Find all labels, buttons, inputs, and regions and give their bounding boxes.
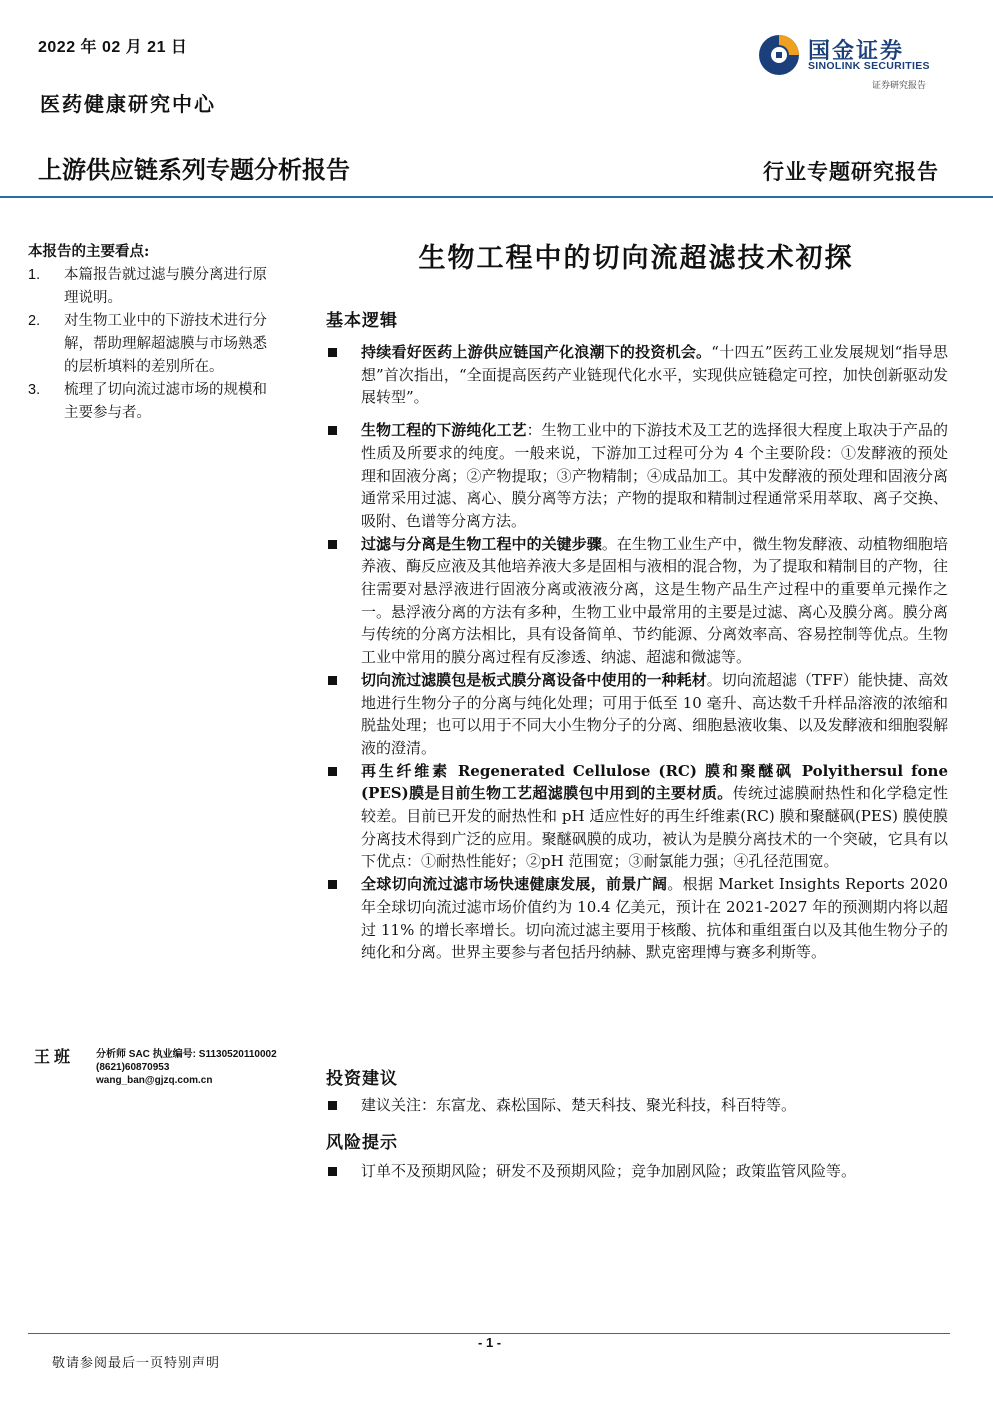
- logo-name-en: SINOLINK SECURITIES: [808, 60, 930, 72]
- bullet-square-icon: [328, 880, 337, 889]
- key-point-text: 对生物工业中的下游技术进行分解，帮助理解超滤膜与市场熟悉的层析填料的差别所在。: [64, 313, 267, 375]
- analyst-name: 王班: [34, 1047, 75, 1066]
- report-type: 行业专题研究报告: [763, 159, 939, 184]
- logo-subtitle: 证券研究报告: [872, 81, 927, 91]
- analyst-sac-number: 分析师 SAC 执业编号: S1130520110002: [96, 1049, 277, 1060]
- key-points-list: [28, 264, 278, 425]
- risk-bullet-list: [326, 1160, 948, 1183]
- bullet-text: “十四五”医药工业发展规划“指导思想”首次指出，“全面提高医药产业链现代化水平，实现供应链稳定可控，加快创新驱动发展转型”。: [361, 343, 948, 407]
- bullet-text: ：生物工业中的下游技术及工艺的选择很大程度上取决于产品的性质及所要求的纯度。一般来说，下游加工过程可分为 4 个主要阶段：①发酵液的预处理和固液分离；②产物提取；③产物精制；④成品加工。其中发酵液的预处理和固液分离通常采用过滤、离心、膜分离等方法；产物的提取和精制过程通常采用萃取、离子交换、吸附、色谱等分离方法。: [361, 421, 948, 530]
- key-point-number: 1.: [28, 267, 41, 283]
- bullet-text: 订单不及预期风险；研发不及预期风险；竞争加剧风险；政策监管风险等。: [361, 1162, 857, 1180]
- bullet-item: [326, 533, 948, 669]
- research-center-name: 医药健康研究中心: [40, 92, 216, 116]
- disclaimer-note: 敬请参阅最后一页特别声明: [52, 1356, 221, 1371]
- bullet-square-icon: [328, 348, 337, 357]
- company-logo: [756, 30, 946, 90]
- bullet-bold-lead: 持续看好医药上游供应链国产化浪潮下的投资机会。: [361, 343, 712, 361]
- key-points-sidebar: [28, 240, 278, 425]
- bullet-bold-lead: 再生纤维素 Regenerated Cellulose (RC) 膜和聚醚砜 Polyithersul fone (PES)膜是目前生物工艺超滤膜包中用到的主要材质。: [361, 761, 948, 803]
- bullet-text: 建议关注：东富龙、森松国际、楚天科技、聚光科技，科百特等。: [361, 1096, 797, 1114]
- bullet-bold-lead: 过滤与分离是生物工程中的关键步骤: [361, 534, 602, 553]
- logic-bullet-list: [326, 341, 948, 964]
- bullet-square-icon: [328, 1101, 337, 1110]
- bullet-text: 。在生物工业生产中，微生物发酵液、动植物细胞培养液、酶反应液及其他培养液大多是固相与液相的混合物，为了提取和精制目的产物，往往需要对悬浮液进行固液分离或液液分离，这是生物产品生产过程中的重要单元操作之一。悬浮液分离的方法有多种，生物工业中最常用的主要是过滤、离心及膜分离。膜分离与传统的分离方法相比，具有设备简单、节约能源、分离效率高、容易控制等优点。生物工业中常用的膜分离过程有反渗透、纳滤、超滤和微滤等。: [361, 534, 948, 667]
- analyst-contact: [96, 1048, 277, 1087]
- report-date: 2022 年 02 月 21 日: [38, 39, 188, 56]
- bullet-bold-lead: 全球切向流过滤市场快速健康发展，前景广阔: [361, 875, 668, 894]
- key-point-text: 梳理了切向流过滤市场的规模和主要参与者。: [64, 382, 267, 421]
- section-heading-risk: 风险提示: [326, 1133, 398, 1153]
- series-title: 上游供应链系列专题分析报告: [38, 157, 350, 184]
- analyst-phone: (8621)60870953: [96, 1062, 170, 1073]
- bullet-item: [326, 1094, 948, 1117]
- bullet-item: [326, 341, 948, 409]
- bullet-text: 。根据 Market Insights Reports 2020 年全球切向流过滤市场价值约为 10.4 亿美元，预计在 2021-2027 年的预测期内将以超过 11% 的增长率增长。切向流过滤主要用于核酸、抗体和重组蛋白以及其他生物分子的纯化和分离。世界主要参与者包括丹纳赫、默克密理博与赛多利斯等。: [361, 875, 948, 962]
- key-point-item: [28, 310, 278, 379]
- key-points-heading: 本报告的主要看点:: [28, 243, 150, 260]
- sinolink-logo-icon: [756, 32, 802, 78]
- key-point-number: 3.: [28, 382, 41, 398]
- investment-bullet-list: [326, 1094, 948, 1117]
- footer-divider: [28, 1333, 950, 1334]
- report-title: 生物工程中的切向流超滤技术初探: [418, 243, 854, 274]
- page-number: - 1 -: [478, 1335, 502, 1350]
- key-point-number: 2.: [28, 313, 41, 329]
- bullet-text: 。切向流超滤（TFF）能快捷、高效地进行生物分子的分离与纯化处理；可用于低至 10 毫升、高达数千升样品溶液的浓缩和脱盐处理；也可以用于不同大小生物分子的分离、细胞悬液收集、以及发酵液和细胞裂解液的澄清。: [361, 670, 948, 757]
- section-heading-investment: 投资建议: [326, 1069, 398, 1089]
- bullet-text: 传统过滤膜耐热性和化学稳定性较差。目前已开发的耐热性和 pH 适应性好的再生纤维素(RC) 膜和聚醚砜(PES) 膜使膜分离技术得到广泛的应用。聚醚砜膜的成功，被认为是膜分离技术的一个突破，它具有以下优点：①耐热性能好；②pH 范围宽；③耐氯能力强；④孔径范围宽。: [361, 784, 948, 871]
- analyst-email[interactable]: wang_ban@gjzq.com.cn: [96, 1075, 213, 1086]
- bullet-square-icon: [328, 426, 337, 435]
- key-point-item: [28, 264, 278, 310]
- logo-name-cn: 国金证券: [808, 39, 905, 64]
- key-point-item: [28, 379, 278, 425]
- bullet-item: [326, 669, 948, 760]
- bullet-item: [326, 419, 948, 533]
- section-heading-logic: 基本逻辑: [326, 311, 398, 331]
- bullet-item: [326, 1160, 948, 1183]
- header-divider: [0, 196, 993, 198]
- bullet-square-icon: [328, 540, 337, 549]
- bullet-item: [326, 873, 948, 964]
- bullet-square-icon: [328, 676, 337, 685]
- key-point-text: 本篇报告就过滤与膜分离进行原理说明。: [64, 267, 267, 306]
- bullet-square-icon: [328, 767, 337, 776]
- bullet-bold-lead: 生物工程的下游纯化工艺: [361, 421, 527, 440]
- bullet-bold-lead: 切向流过滤膜包是板式膜分离设备中使用的一种耗材: [361, 670, 707, 689]
- bullet-item: [326, 760, 948, 874]
- bullet-square-icon: [328, 1167, 337, 1176]
